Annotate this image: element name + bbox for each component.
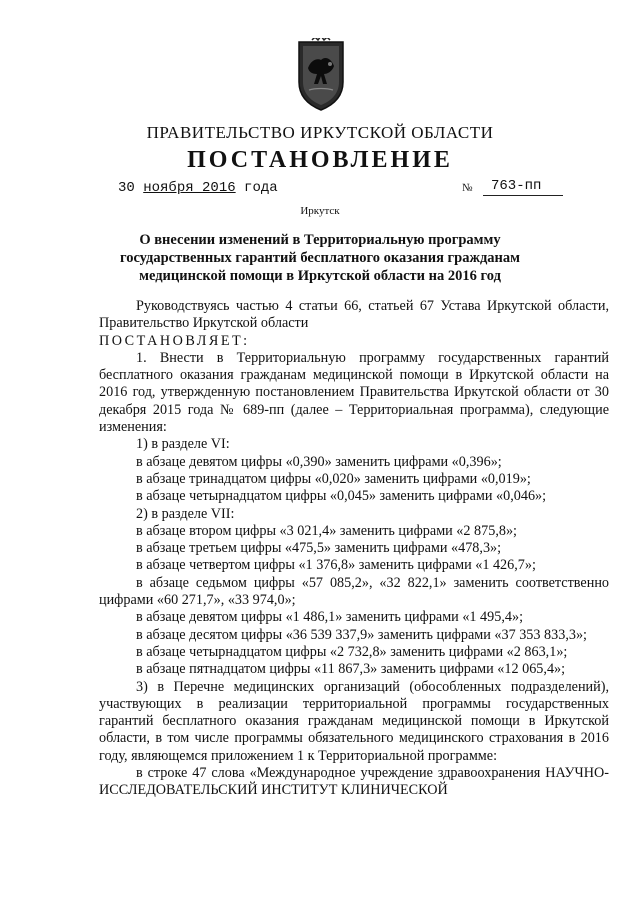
coat-of-arms-emblem [297,38,345,112]
section-2-line-h: в абзаце пятнадцатом цифры «11 867,3» заменить цифрами «12 065,4»; [136,661,566,678]
section-2-line-c: в абзаце четвертом цифры «1 376,8» заменить цифрами «1 426,7»; [136,557,536,574]
section-1-line-c: в абзаце четырнадцатом цифры «0,045» заменить цифрами «0,046»; [136,488,547,505]
document-heading: О внесении изменений в Территориальную программу государственных гарантий бесплатного оказания гражданам медицинской помощи в Иркутской области на 2016 год [119,232,521,284]
document-type: ПОСТАНОВЛЕНИЕ [187,147,453,173]
section-2-line-a: в абзаце втором цифры «3 021,4» заменить цифрами «2 875,8»; [136,522,517,539]
section-2-line-b: в абзаце третьем цифры «475,5» заменить цифрами «478,3»; [136,540,502,557]
document-date [118,180,278,196]
section-2-line-d: в абзаце седьмом цифры «57 085,2», «32 822,1» заменить соответственно цифрами «60 271,7», «33 974,0»; [99,574,609,609]
city-name: Иркутск [300,205,340,217]
section-2-line-e: в абзаце девятом цифры «1 486,1» заменить цифрами «1 495,4»; [136,609,524,626]
document-body [99,298,609,800]
date-suffix: года [244,180,278,196]
government-name: ПРАВИТЕЛЬСТВО ИРКУТСКОЙ ОБЛАСТИ [146,123,494,142]
number-sign: № [462,182,473,194]
date-month-year: ноября 2016 [143,180,236,196]
date-day: 30 [118,180,135,196]
section-2-line-f: в абзаце десятом цифры «36 539 337,9» заменить цифрами «37 353 833,3»; [136,626,588,643]
resolves-heading: ПОСТАНОВЛЯЕТ: [99,332,250,349]
section-3-line-a: в строке 47 слова «Международное учреждение здравоохранения НАУЧНО-ИССЛЕДОВАТЕЛЬСКИЙ ИНСТИТУТ КЛИНИЧЕСКОЙ [99,765,609,799]
item-1-paragraph: 1. Внести в Территориальную программу государственных гарантий бесплатного оказания гражданам медицинской помощи в Иркутской области на 2016 год, утвержденную постановлением Правительства Иркутской области от 30 декабря 2015 года № 689-пп (далее – Территориальная программа), следующие изменения: [99,349,609,436]
section-2-line-g: в абзаце четырнадцатом цифры «2 732,8» заменить цифрами «2 863,1»; [136,643,568,660]
section-1-line-a: в абзаце девятом цифры «0,390» заменить цифрами «0,396»; [136,453,502,470]
intro-paragraph: Руководствуясь частью 4 статьи 66, статьей 67 Устава Иркутской области, Правительство Иркутской области [99,298,609,332]
section-2-label: 2) в разделе VII: [136,505,235,522]
section-3-paragraph: 3) в Перечне медицинских организаций (обособленных подразделений), участвующих в реализации территориальной программы государственных гарантий бесплатного оказания гражданам медицинской помощи в Иркутской области, в том числе программы обязательного медицинского страхования в 2016 году, являющемся приложением 1 к Территориальной программе: [99,678,609,764]
document-number: 763-пп [483,178,563,196]
section-1-line-b: в абзаце тринадцатом цифры «0,020» заменить цифрами «0,019»; [136,470,531,487]
section-1-label: 1) в разделе VI: [136,436,230,453]
